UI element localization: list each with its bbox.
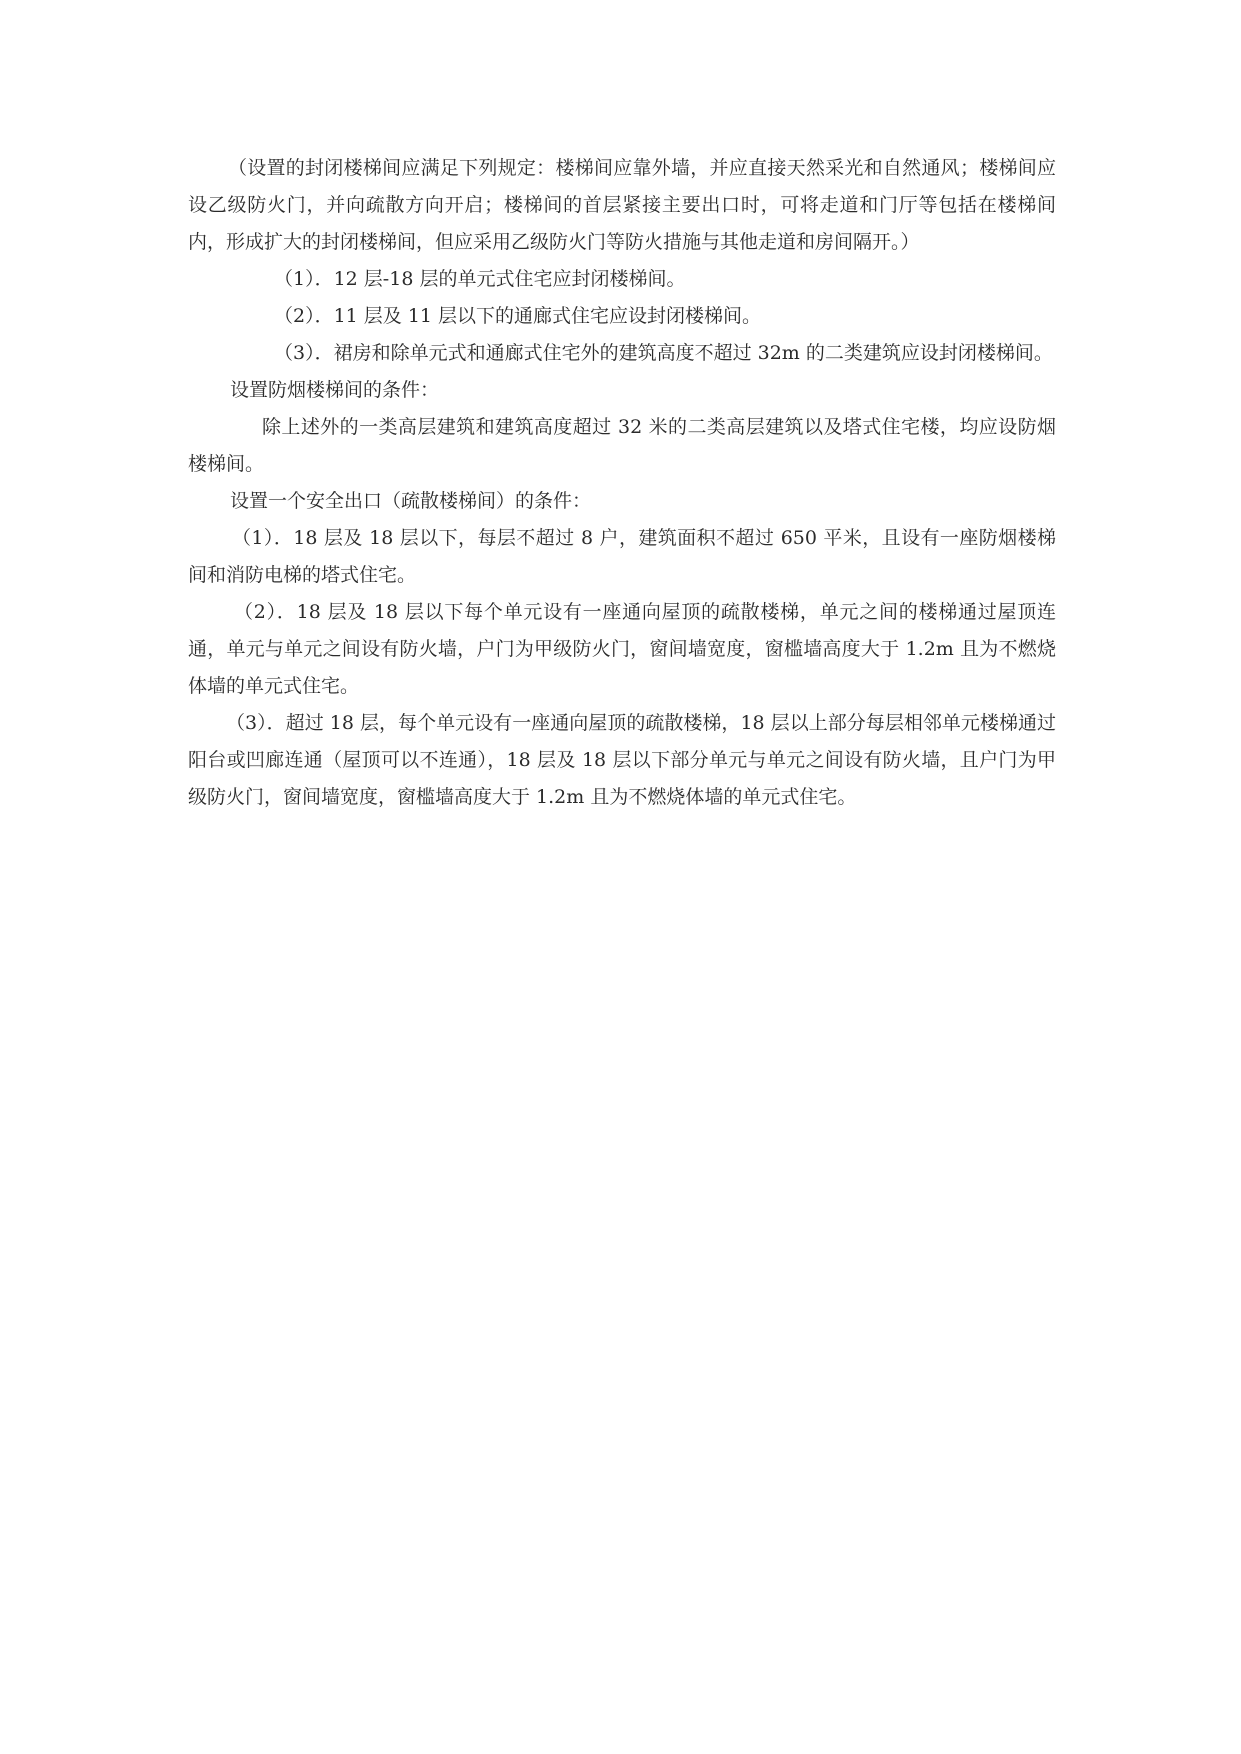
single-exit-heading: 设置一个安全出口（疏散楼梯间）的条件： — [230, 490, 592, 512]
single-exit-item-3: （3）．超过 18 层，每个单元设有一座通向屋顶的疏散楼梯，18 层以上部分每层相邻单元楼梯通过阳台或凹廊连通（屋顶可以不连通），18 层及 18 层以下部分单元与单元之间设有防火墙，且户门为甲级防火门，窗间墙宽度，窗槛墙高度大于 1.2m 且为不燃烧体墙的单元式住宅。 — [188, 712, 1056, 808]
single-exit-item-2: （2）．18 层及 18 层以下每个单元设有一座通向屋顶的疏散楼梯，单元之间的楼梯通过屋顶连通，单元与单元之间设有防火墙，户门为甲级防火门，窗间墙宽度，窗槛墙高度大于 1.2m 且为不燃烧体墙的单元式住宅。 — [188, 601, 1056, 697]
enclosed-stair-item-2: （2）．11 层及 11 层以下的通廊式住宅应设封闭楼梯间。 — [274, 305, 762, 327]
enclosed-stair-item-1: （1）．12 层-18 层的单元式住宅应封闭楼梯间。 — [274, 268, 686, 290]
enclosed-stair-item-3: （3）．裙房和除单元式和通廊式住宅外的建筑高度不超过 32m 的二类建筑应设封闭楼梯间。 — [274, 342, 1053, 364]
document-body — [188, 150, 1056, 816]
smoke-proof-stair-body: 除上述外的一类高层建筑和建筑高度超过 32 米的二类高层建筑以及塔式住宅楼，均应设防烟楼梯间。 — [188, 416, 1056, 475]
smoke-proof-stair-heading: 设置防烟楼梯间的条件： — [230, 379, 440, 401]
single-exit-item-1: （1）．18 层及 18 层以下，每层不超过 8 户，建筑面积不超过 650 平米，且设有一座防烟楼梯间和消防电梯的塔式住宅。 — [188, 527, 1056, 586]
stair-requirements-note: （设置的封闭楼梯间应满足下列规定：楼梯间应靠外墙，并应直接天然采光和自然通风；楼梯间应设乙级防火门，并向疏散方向开启；楼梯间的首层紧接主要出口时，可将走道和门厅等包括在楼梯间内，形成扩大的封闭楼梯间，但应采用乙级防火门等防火措施与其他走道和房间隔开。） — [188, 157, 1056, 253]
